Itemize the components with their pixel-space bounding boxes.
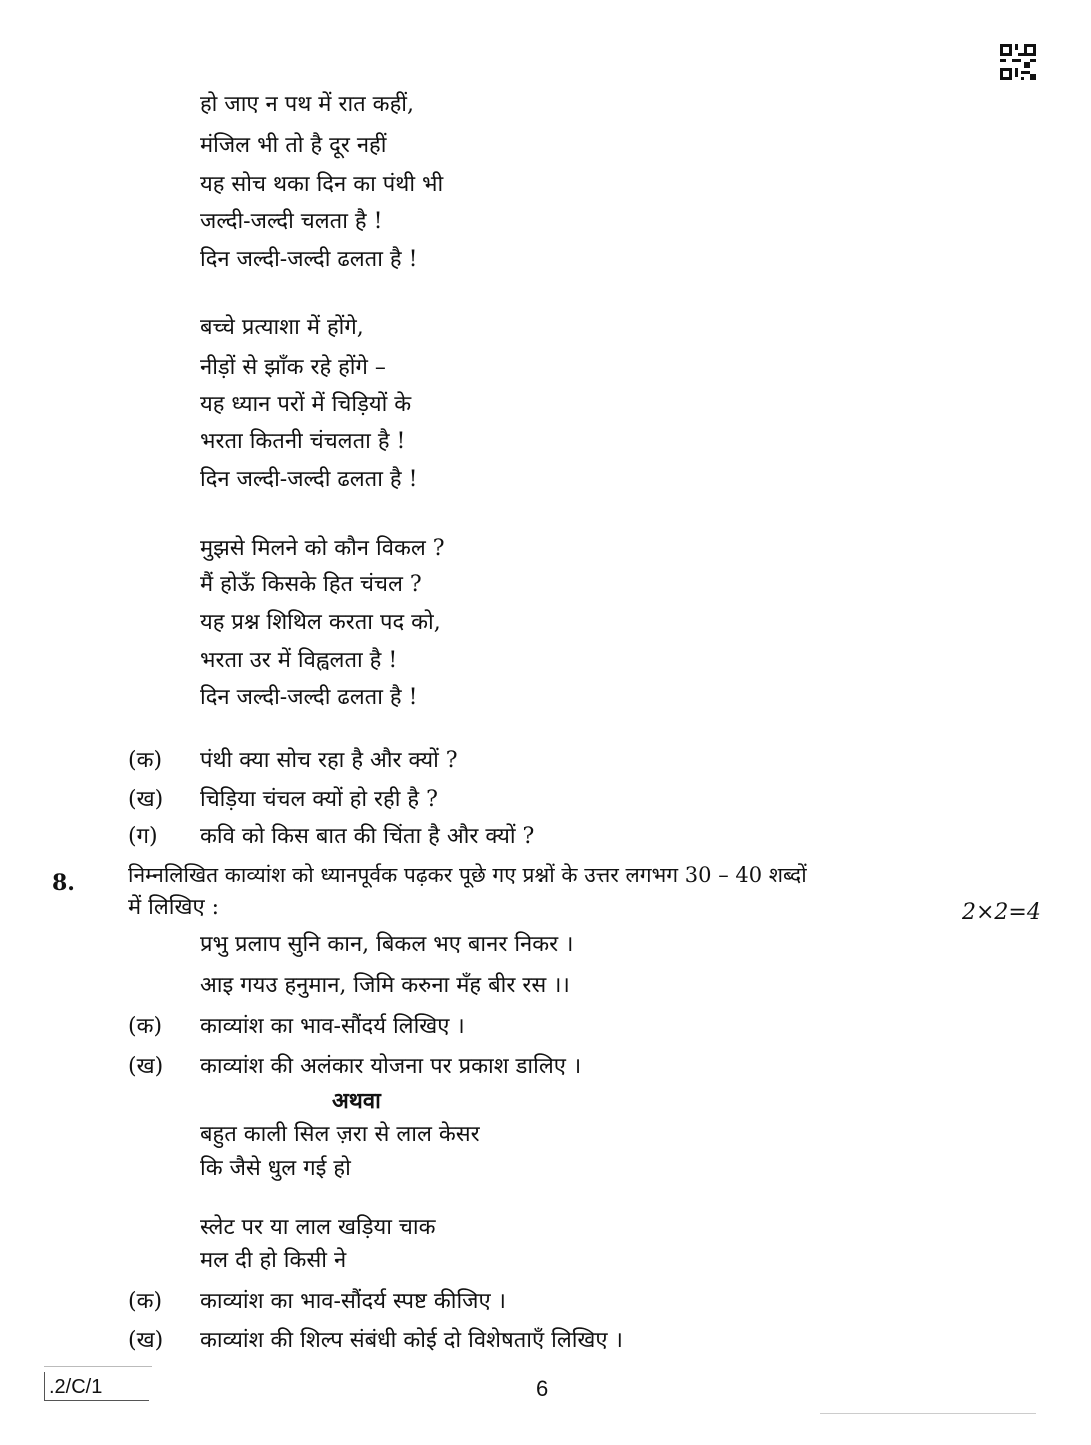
q8-alt-part-label: (क) — [128, 1289, 163, 1314]
q8-verse-line-2: आइ गयउ हनुमान, जिमि करुना मँह बीर रस ।। — [200, 973, 570, 998]
paper-code-box — [44, 1372, 149, 1401]
q8-part-label: (ख) — [128, 1054, 164, 1079]
q7-part-text: कवि को किस बात की चिंता है और क्यों ? — [200, 824, 535, 849]
stanza-2-line-4: भरता कितनी चंचलता है ! — [200, 429, 406, 454]
stanza-3-line-4: भरता उर में विह्वलता है ! — [200, 648, 398, 673]
footer-fine-print-strip — [820, 1412, 1036, 1416]
stanza-2-line-3: यह ध्यान परों में चिड़ियों के — [200, 392, 412, 417]
stanza-3-line-2: मैं होऊँ किसके हित चंचल ? — [200, 572, 422, 597]
q7-part-label: (ख) — [128, 787, 164, 812]
q7-part-label: (ग) — [128, 824, 158, 849]
stanza-1-line-5: दिन जल्दी-जल्दी ढलता है ! — [200, 247, 418, 272]
q8-instruction: निम्नलिखित काव्यांश को ध्यानपूर्वक पढ़कर पूछे गए प्रश्नों के उत्तर लगभग 30 – 40 शब्दों — [128, 863, 807, 887]
stanza-2-line-5: दिन जल्दी-जल्दी ढलता है ! — [200, 467, 418, 492]
stanza-2-line-1: बच्चे प्रत्याशा में होंगे, — [200, 315, 364, 340]
page-number: 6 — [536, 1376, 549, 1401]
alt-verse-line-4: मल दी हो किसी ने — [200, 1248, 347, 1273]
q8-part-label: (क) — [128, 1014, 163, 1039]
qr-code-icon — [1000, 44, 1036, 80]
q8-instruction-cont: में लिखिए : — [128, 895, 220, 920]
or-heading: अथवा — [332, 1088, 381, 1114]
stanza-3-line-3: यह प्रश्न शिथिल करता पद को, — [200, 610, 441, 635]
stanza-3-line-5: दिन जल्दी-जल्दी ढलता है ! — [200, 685, 418, 710]
stanza-3-line-1: मुझसे मिलने को कौन विकल ? — [200, 536, 445, 561]
alt-verse-line-3: स्लेट पर या लाल खड़िया चाक — [200, 1215, 436, 1240]
q8-part-text: काव्यांश की अलंकार योजना पर प्रकाश डालिए । — [200, 1054, 582, 1079]
q8-part-text: काव्यांश का भाव-सौंदर्य लिखिए । — [200, 1014, 465, 1039]
q7-part-label: (क) — [128, 748, 163, 773]
stanza-1-line-2: मंजिल भी तो है दूर नहीं — [200, 133, 387, 158]
stanza-2-line-2: नीड़ों से झाँक रहे होंगे – — [200, 355, 386, 380]
q7-part-text: पंथी क्या सोच रहा है और क्यों ? — [200, 748, 458, 773]
footer-fine-print-strip — [44, 1364, 152, 1370]
q8-alt-part-label: (ख) — [128, 1328, 164, 1353]
paper-code: .2/C/1 — [49, 1376, 103, 1398]
stanza-1-line-4: जल्दी-जल्दी चलता है ! — [200, 209, 383, 234]
marks-label: 2×2=4 — [962, 900, 1041, 925]
q8-alt-part-text: काव्यांश की शिल्प संबंधी कोई दो विशेषताएँ लिखिए । — [200, 1328, 623, 1353]
q8-verse-line-1: प्रभु प्रलाप सुनि कान, बिकल भए बानर निकर । — [200, 932, 574, 957]
alt-verse-line-1: बहुत काली सिल ज़रा से लाल केसर — [200, 1122, 480, 1147]
stanza-1-line-1: हो जाए न पथ में रात कहीं, — [200, 92, 414, 117]
q7-part-text: चिड़िया चंचल क्यों हो रही है ? — [200, 787, 438, 812]
stanza-1-line-3: यह सोच थका दिन का पंथी भी — [200, 172, 444, 197]
q8-alt-part-text: काव्यांश का भाव-सौंदर्य स्पष्ट कीजिए । — [200, 1289, 506, 1314]
alt-verse-line-2: कि जैसे धुल गई हो — [200, 1156, 351, 1181]
question-number: 8. — [52, 870, 75, 896]
